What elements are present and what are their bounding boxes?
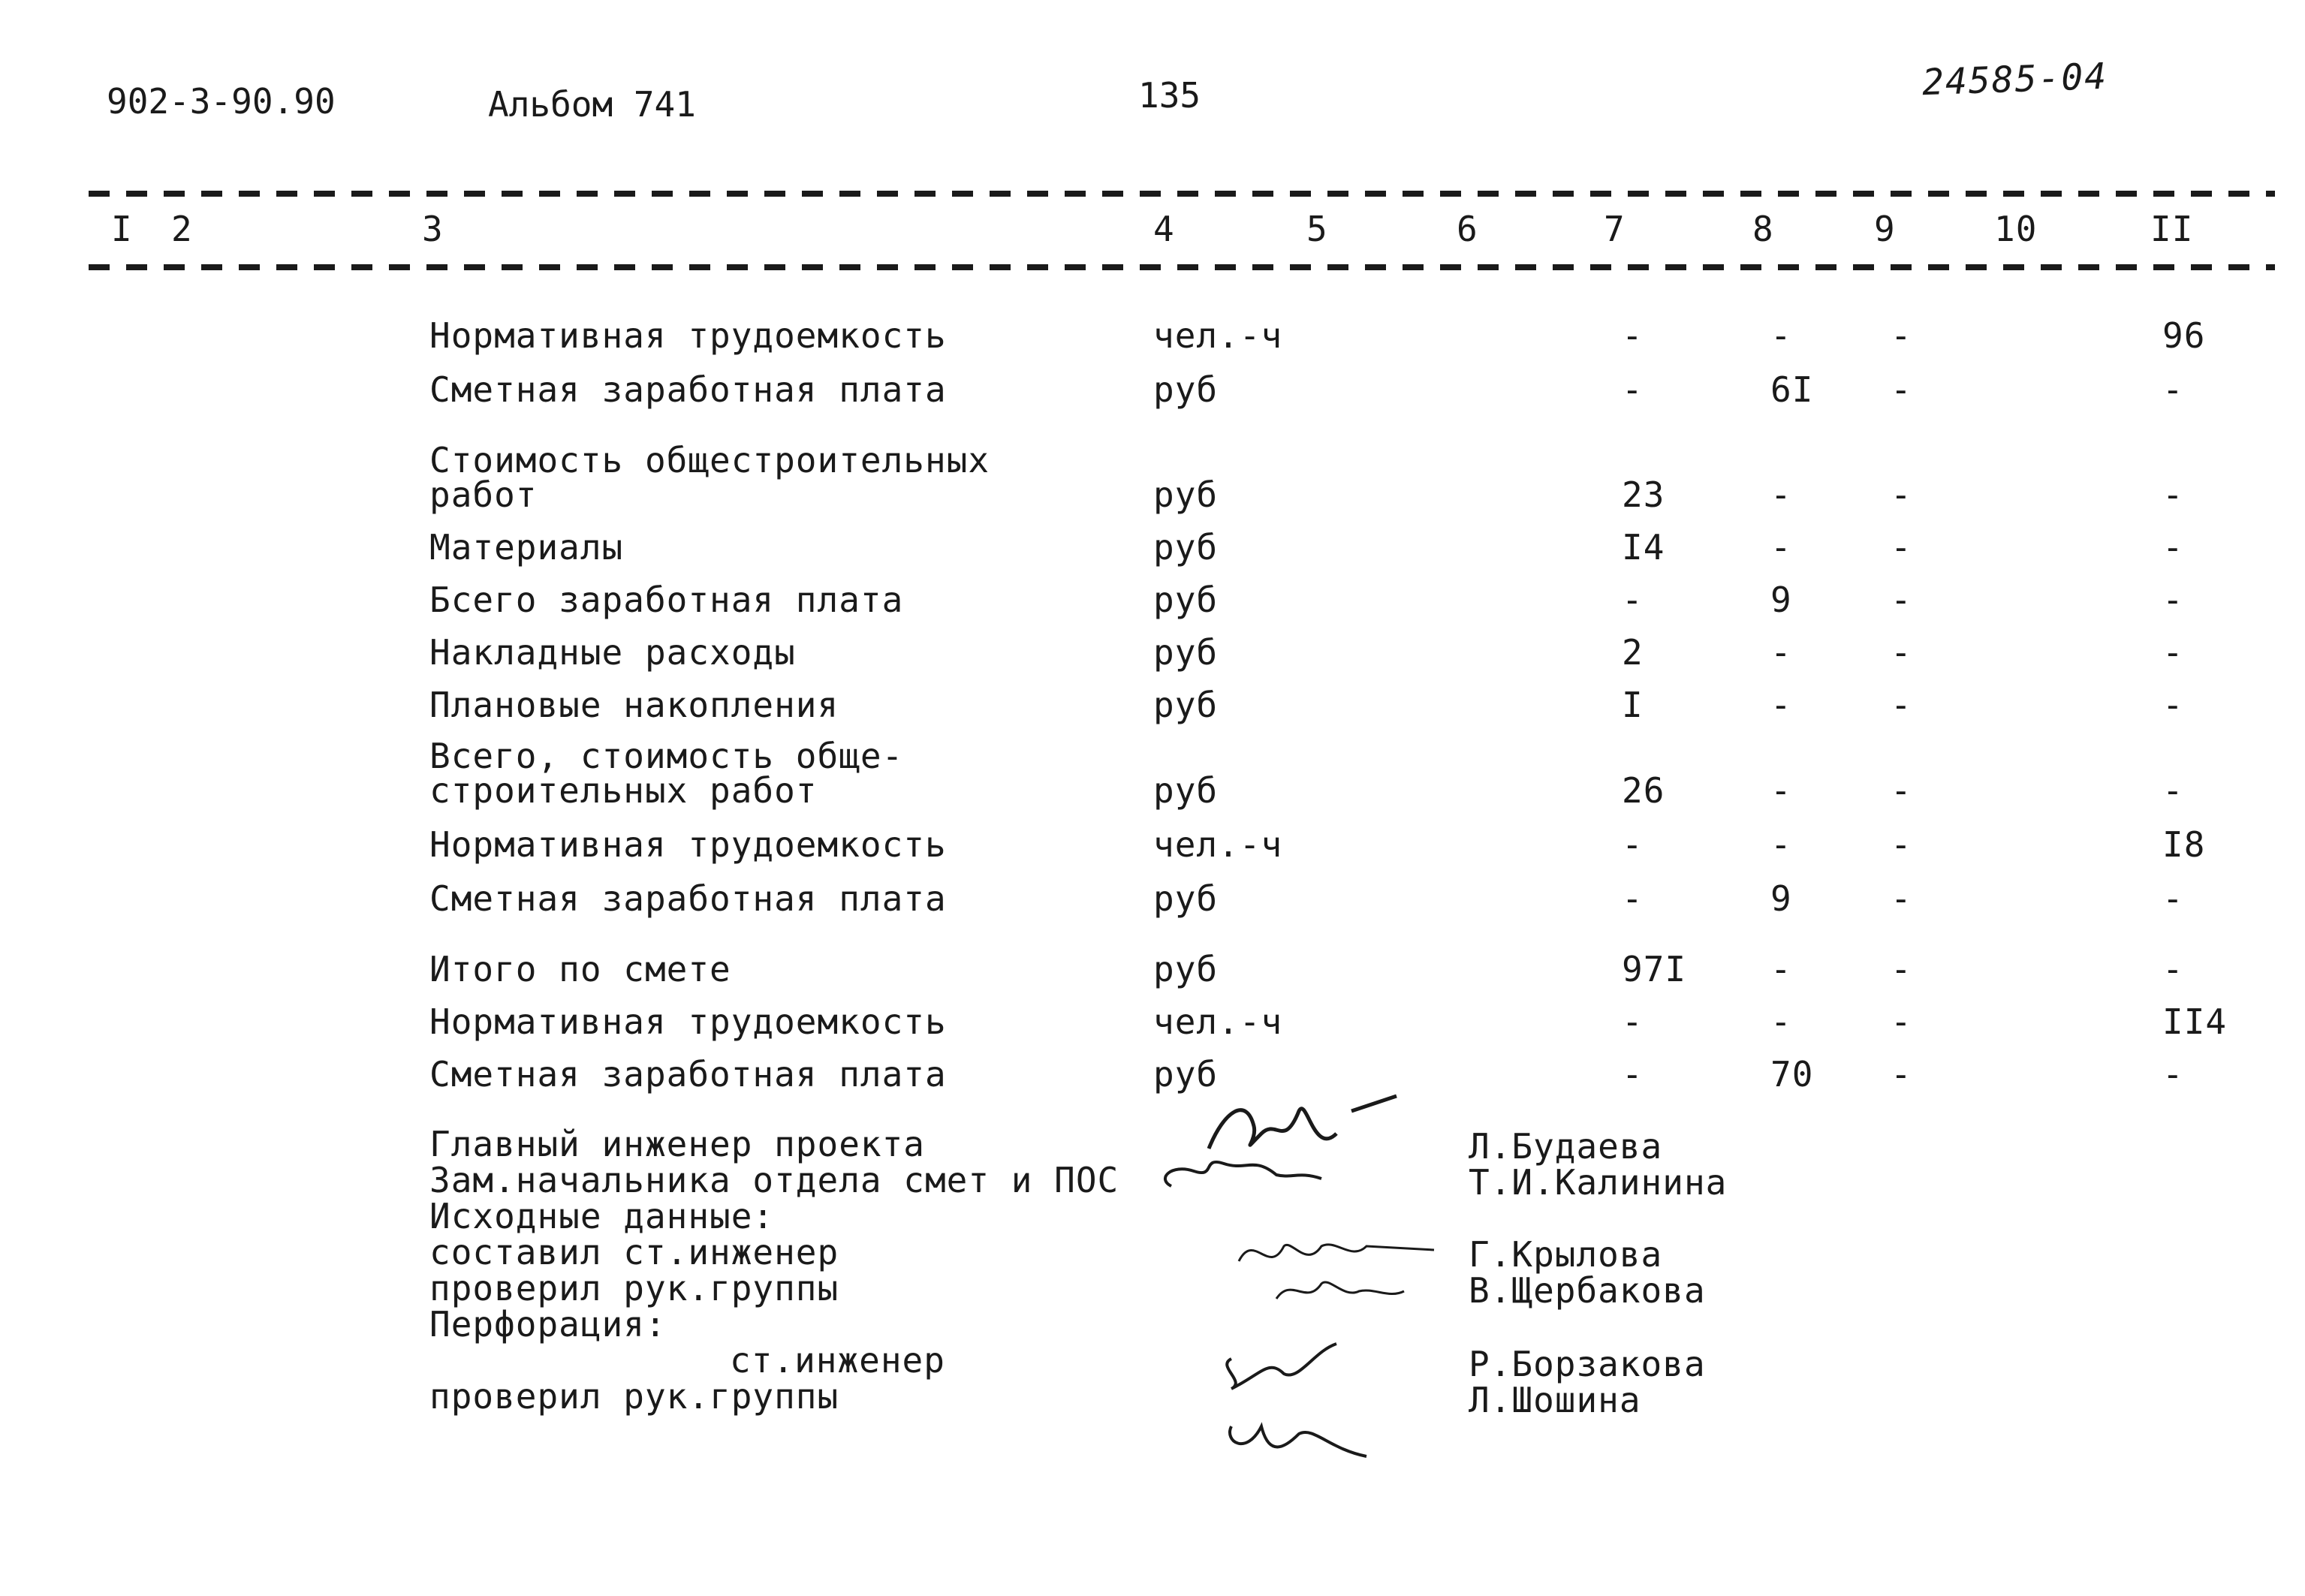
signature-roles <box>429 1124 1119 1417</box>
role-perforation-heading: Перфорация: <box>429 1304 667 1345</box>
column-header: 4 <box>1153 209 1175 249</box>
cell-col-7: - <box>1622 1054 1644 1095</box>
row-name: Сметная заработная плата <box>429 878 947 919</box>
column-header: I <box>111 209 133 249</box>
cell-col-11: - <box>2162 1054 2184 1095</box>
row-name: Сметная заработная плата <box>429 369 947 410</box>
row-unit: чел.-ч <box>1153 315 1283 356</box>
cell-col-11: II4 <box>2162 1001 2228 1042</box>
cell-col-9: - <box>1891 949 1912 989</box>
row-name-line-2: работ <box>429 474 538 515</box>
signer-name: Т.И.Калинина <box>1469 1162 1728 1203</box>
cell-col-11: - <box>2162 474 2184 515</box>
column-header: 9 <box>1874 209 1896 249</box>
cell-col-8: - <box>1770 474 1792 515</box>
row-name: Сметная заработная плата <box>429 1054 947 1095</box>
cell-col-11: I8 <box>2162 824 2206 865</box>
cell-col-9: - <box>1891 527 1912 568</box>
cell-col-11: - <box>2162 527 2184 568</box>
row-name-line-1: Всего, стоимость обще- <box>429 736 904 776</box>
column-header: 2 <box>171 209 193 249</box>
row-unit: руб <box>1153 580 1219 620</box>
cell-col-9: - <box>1891 878 1912 919</box>
cell-col-9: - <box>1891 632 1912 673</box>
column-header: 8 <box>1752 209 1774 249</box>
row-unit: руб <box>1153 878 1219 919</box>
cell-col-11: - <box>2162 580 2184 620</box>
cell-col-9: - <box>1891 580 1912 620</box>
column-header: 3 <box>422 209 444 249</box>
cell-col-7: - <box>1622 315 1644 356</box>
cell-col-8: - <box>1770 632 1792 673</box>
row-name-line-1: Стоимость общестроительных <box>429 440 990 480</box>
cell-col-8: - <box>1770 770 1792 811</box>
signature-scribble <box>1201 1329 1397 1464</box>
role-senior-engineer: ст.инженер <box>730 1340 945 1381</box>
cell-col-7: - <box>1622 369 1644 410</box>
cell-col-8: 9 <box>1770 580 1792 620</box>
cell-col-8: - <box>1770 527 1792 568</box>
cell-col-8: 6I <box>1770 369 1814 410</box>
role-compiled-by: составил ст.инженер <box>429 1232 839 1272</box>
cell-col-9: - <box>1891 369 1912 410</box>
signature-scribble <box>1126 1066 1442 1216</box>
row-name-line-2: строительных работ <box>429 770 818 811</box>
row-name: Накладные расходы <box>429 632 796 673</box>
column-header: 6 <box>1457 209 1478 249</box>
row-unit: руб <box>1153 369 1219 410</box>
row-name: Нормативная трудоемкость <box>429 1001 947 1042</box>
album-label: Альбом 741 <box>488 84 696 125</box>
signature-scribble <box>1216 1216 1442 1321</box>
cell-col-11: - <box>2162 770 2184 811</box>
row-unit: руб <box>1153 1054 1219 1095</box>
cell-col-9: - <box>1891 315 1912 356</box>
cell-col-8: - <box>1770 949 1792 989</box>
cell-col-9: - <box>1891 1001 1912 1042</box>
cell-col-8: - <box>1770 315 1792 356</box>
signer-name: Р.Борзакова <box>1469 1344 1706 1384</box>
row-unit: руб <box>1153 949 1219 989</box>
cell-col-7: 26 <box>1622 770 1665 811</box>
signer-name: Г.Крылова <box>1469 1234 1663 1275</box>
row-name: Нормативная трудоемкость <box>429 315 947 356</box>
document-code: 902-3-90.90 <box>107 81 336 122</box>
cell-col-11: - <box>2162 685 2184 725</box>
cell-col-7: 97I <box>1622 949 1687 989</box>
cell-col-11: - <box>2162 878 2184 919</box>
header-bottom-rule <box>89 264 2275 270</box>
cell-col-11: - <box>2162 949 2184 989</box>
signer-name: Л.Будаева <box>1469 1126 1663 1167</box>
row-unit: руб <box>1153 685 1219 725</box>
cell-col-8: - <box>1770 1001 1792 1042</box>
cell-col-7: - <box>1622 824 1644 865</box>
header-top-rule <box>89 191 2275 197</box>
signer-name: В.Щербакова <box>1469 1270 1706 1311</box>
stamp-number: 24585-04 <box>1921 55 2109 104</box>
role-chief-engineer: Главный инженер проекта <box>429 1124 925 1164</box>
cell-col-9: - <box>1891 1054 1912 1095</box>
row-unit: руб <box>1153 474 1219 515</box>
cell-col-8: - <box>1770 824 1792 865</box>
cell-col-9: - <box>1891 770 1912 811</box>
row-name: Плановые накопления <box>429 685 839 725</box>
cell-col-7: - <box>1622 1001 1644 1042</box>
cell-col-9: - <box>1891 824 1912 865</box>
row-name: Материалы <box>429 527 624 568</box>
cell-col-11: - <box>2162 632 2184 673</box>
row-name: Нормативная трудоемкость <box>429 824 947 865</box>
cell-col-7: - <box>1622 580 1644 620</box>
row-unit: руб <box>1153 770 1219 811</box>
column-header: 7 <box>1604 209 1626 249</box>
row-unit: руб <box>1153 632 1219 673</box>
column-header: II <box>2150 209 2194 249</box>
cell-col-7: I4 <box>1622 527 1665 568</box>
role-deputy-head: Зам.начальника отдела смет и ПОС <box>429 1160 1119 1200</box>
column-header: 10 <box>1994 209 2038 249</box>
cell-col-11: - <box>2162 369 2184 410</box>
cell-col-8: 70 <box>1770 1054 1814 1095</box>
cell-col-9: - <box>1891 685 1912 725</box>
cell-col-7: I <box>1622 685 1644 725</box>
cell-col-7: 2 <box>1622 632 1644 673</box>
cell-col-11: 96 <box>2162 315 2206 356</box>
cell-col-7: 23 <box>1622 474 1665 515</box>
signer-name: Л.Шошина <box>1469 1380 1641 1420</box>
role-checked-by: проверил рук.группы <box>429 1268 839 1308</box>
role-checked-by-2: проверил рук.группы <box>429 1376 839 1417</box>
column-header: 5 <box>1306 209 1328 249</box>
role-source-data-heading: Исходные данные: <box>429 1196 775 1236</box>
row-unit: чел.-ч <box>1153 824 1283 865</box>
page-number: 135 <box>1138 75 1201 116</box>
cell-col-9: - <box>1891 474 1912 515</box>
row-unit: чел.-ч <box>1153 1001 1283 1042</box>
row-unit: руб <box>1153 527 1219 568</box>
row-name: Итого по смете <box>429 949 731 989</box>
row-name: Бсего заработная плата <box>429 580 904 620</box>
cell-col-7: - <box>1622 878 1644 919</box>
cell-col-8: 9 <box>1770 878 1792 919</box>
cell-col-8: - <box>1770 685 1792 725</box>
